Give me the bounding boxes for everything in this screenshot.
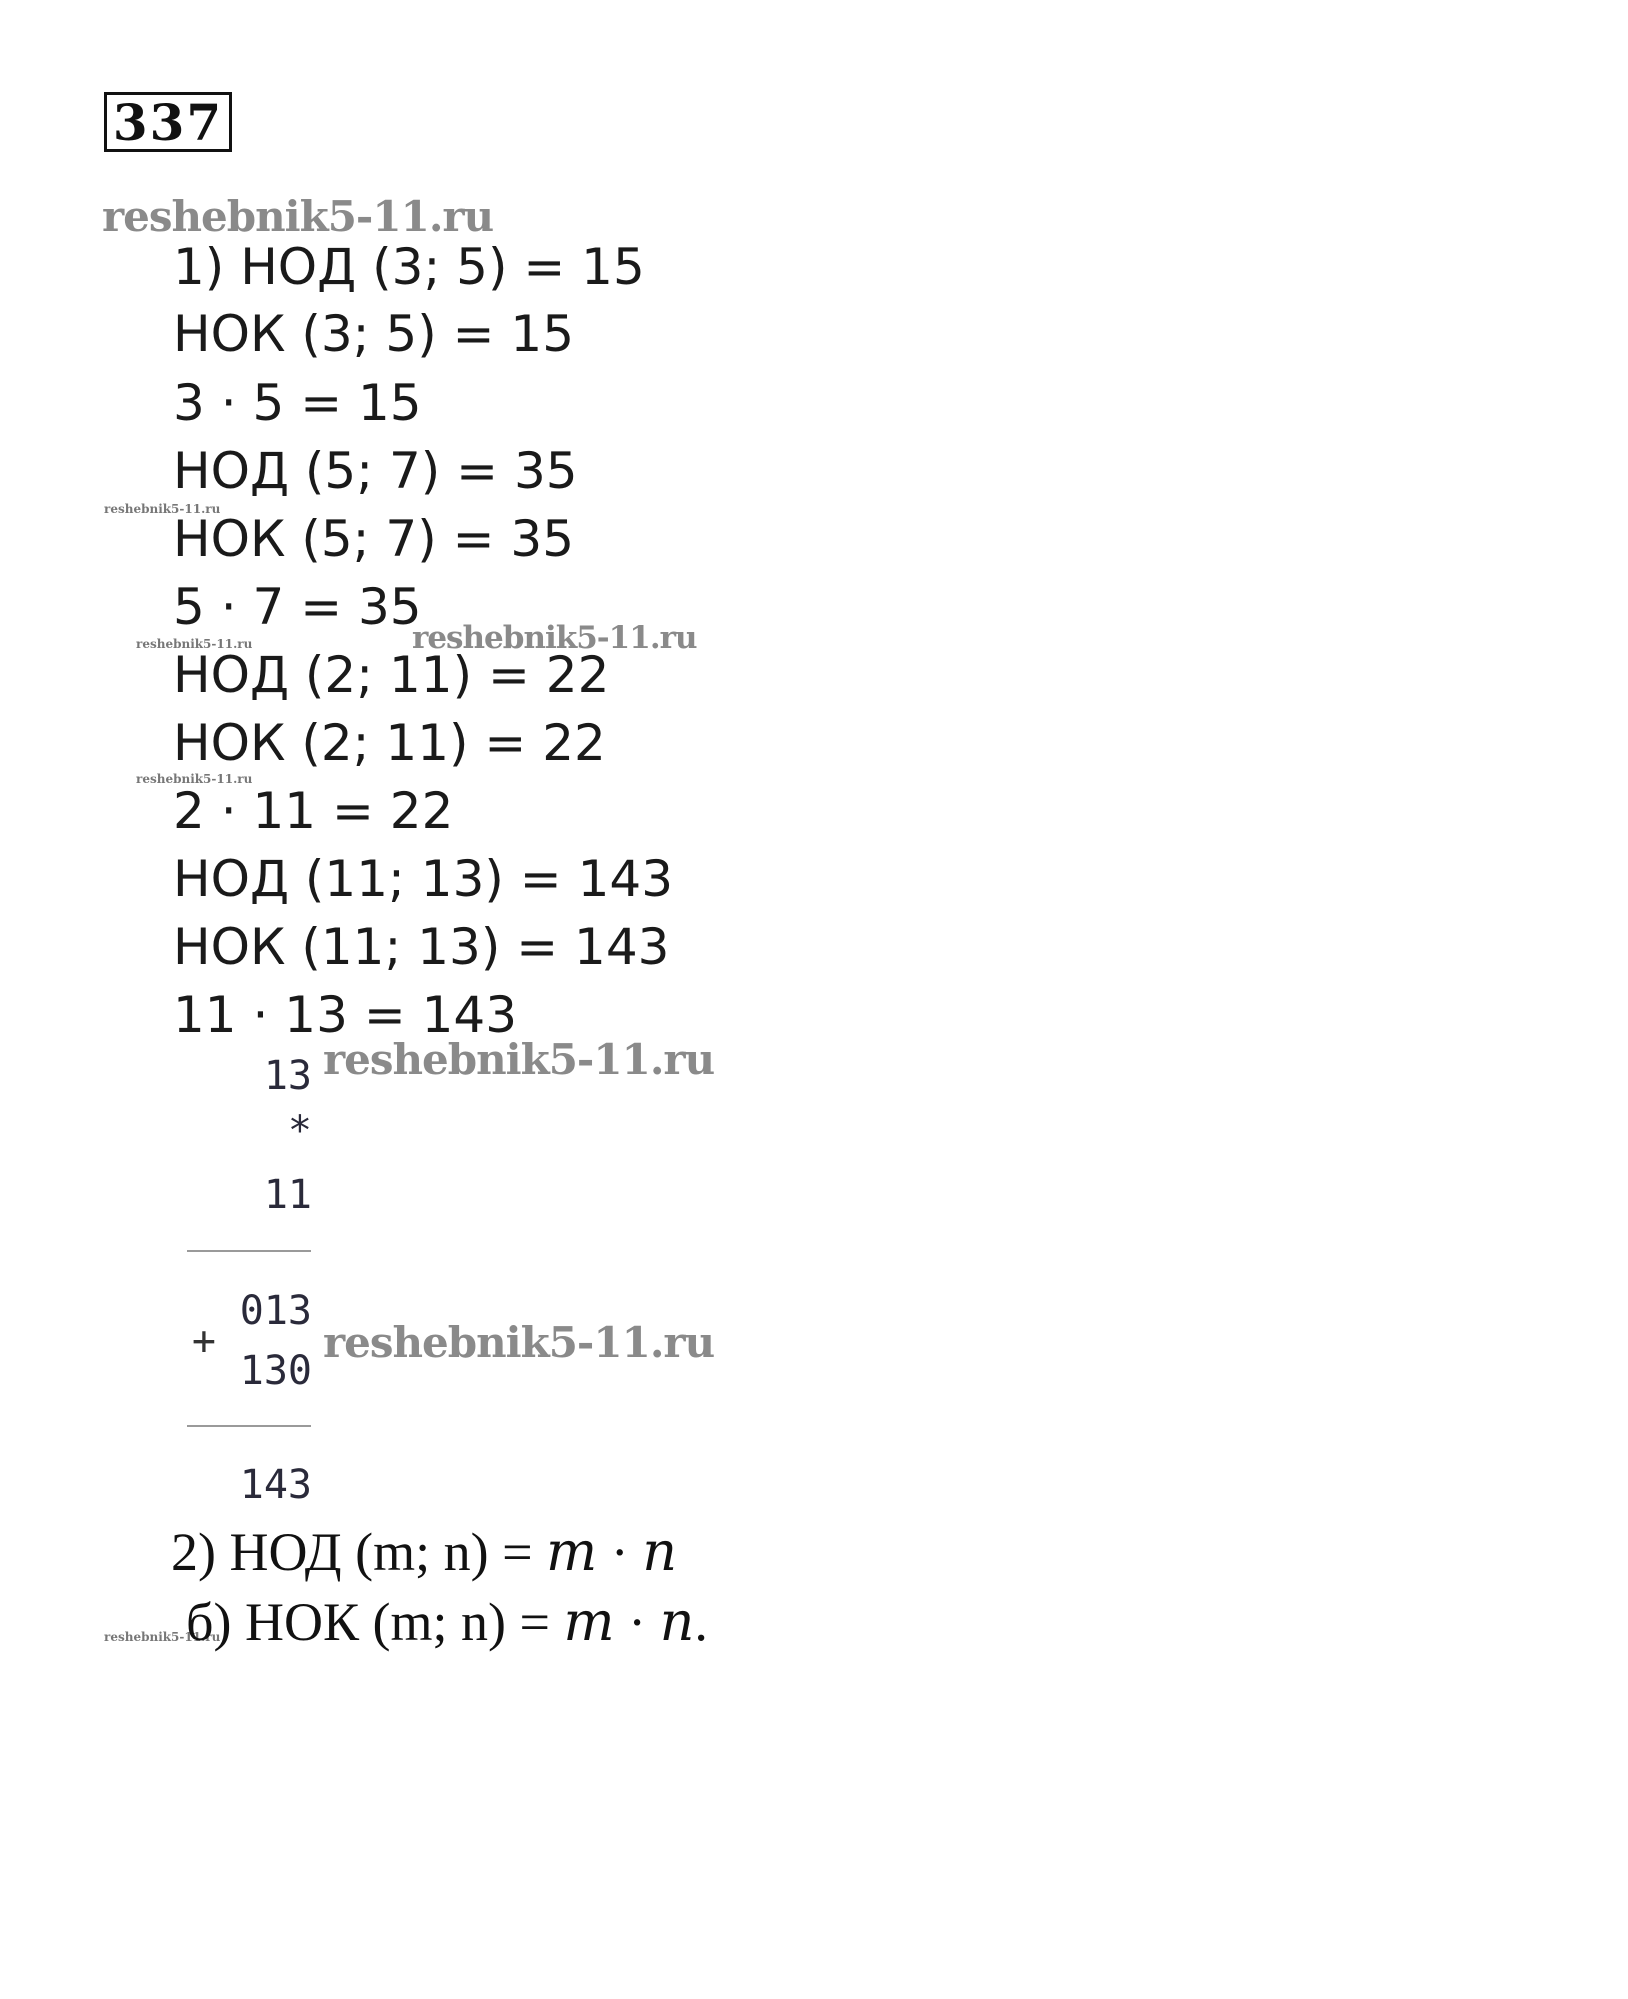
watermark: reshebnik5-11.ru bbox=[412, 620, 697, 656]
column-rule bbox=[187, 1425, 311, 1427]
partial-product: 013 bbox=[239, 1288, 312, 1334]
watermark: reshebnik5-11.ru bbox=[104, 502, 221, 516]
partial-product: 130 bbox=[239, 1348, 312, 1394]
solution-line: 11 · 13 = 143 bbox=[173, 986, 518, 1044]
multiplier: 11 bbox=[263, 1172, 312, 1218]
solution-line: НОД (11; 13) = 143 bbox=[173, 850, 674, 908]
watermark: reshebnik5-11.ru bbox=[102, 192, 494, 241]
product-result: 143 bbox=[239, 1462, 312, 1508]
watermark: reshebnik5-11.ru bbox=[323, 1318, 715, 1367]
watermark: reshebnik5-11.ru bbox=[136, 637, 253, 651]
solution-line: 1) НОД (3; 5) = 15 bbox=[173, 238, 645, 296]
solution-line: НОК (11; 13) = 143 bbox=[173, 918, 670, 976]
watermark: reshebnik5-11.ru bbox=[323, 1035, 715, 1084]
answer-text: 2) НОД (m; n) = bbox=[171, 1522, 547, 1582]
multiply-dot: · bbox=[597, 1522, 643, 1582]
variable-m: m bbox=[546, 1520, 598, 1583]
watermark: reshebnik5-11.ru bbox=[136, 772, 253, 786]
multiply-operator: * bbox=[287, 1108, 312, 1154]
solution-line: НОД (5; 7) = 35 bbox=[173, 442, 578, 500]
answer-line-b bbox=[186, 1592, 708, 1652]
plus-sign: + bbox=[191, 1318, 216, 1364]
watermark: reshebnik5-11.ru bbox=[104, 1630, 221, 1644]
solution-line: НОК (5; 7) = 35 bbox=[173, 510, 575, 568]
solution-line: НОК (2; 11) = 22 bbox=[173, 714, 606, 772]
solution-line: 5 · 7 = 35 bbox=[173, 578, 422, 636]
period: . bbox=[694, 1592, 708, 1652]
problem-number: 337 bbox=[104, 92, 232, 152]
solution-line: НОД (2; 11) = 22 bbox=[173, 646, 610, 704]
solution-line: 2 · 11 = 22 bbox=[173, 782, 454, 840]
multiply-dot: · bbox=[614, 1592, 660, 1652]
variable-n: n bbox=[659, 1590, 695, 1653]
variable-m: m bbox=[563, 1590, 615, 1653]
solution-line: НОК (3; 5) = 15 bbox=[173, 305, 575, 363]
variable-n: n bbox=[642, 1520, 678, 1583]
solution-line: 3 · 5 = 15 bbox=[173, 374, 422, 432]
multiplicand: 13 bbox=[263, 1053, 312, 1099]
column-rule bbox=[187, 1250, 311, 1252]
answer-text: б) НОК (m; n) = bbox=[186, 1592, 564, 1652]
answer-line-2 bbox=[171, 1522, 677, 1582]
